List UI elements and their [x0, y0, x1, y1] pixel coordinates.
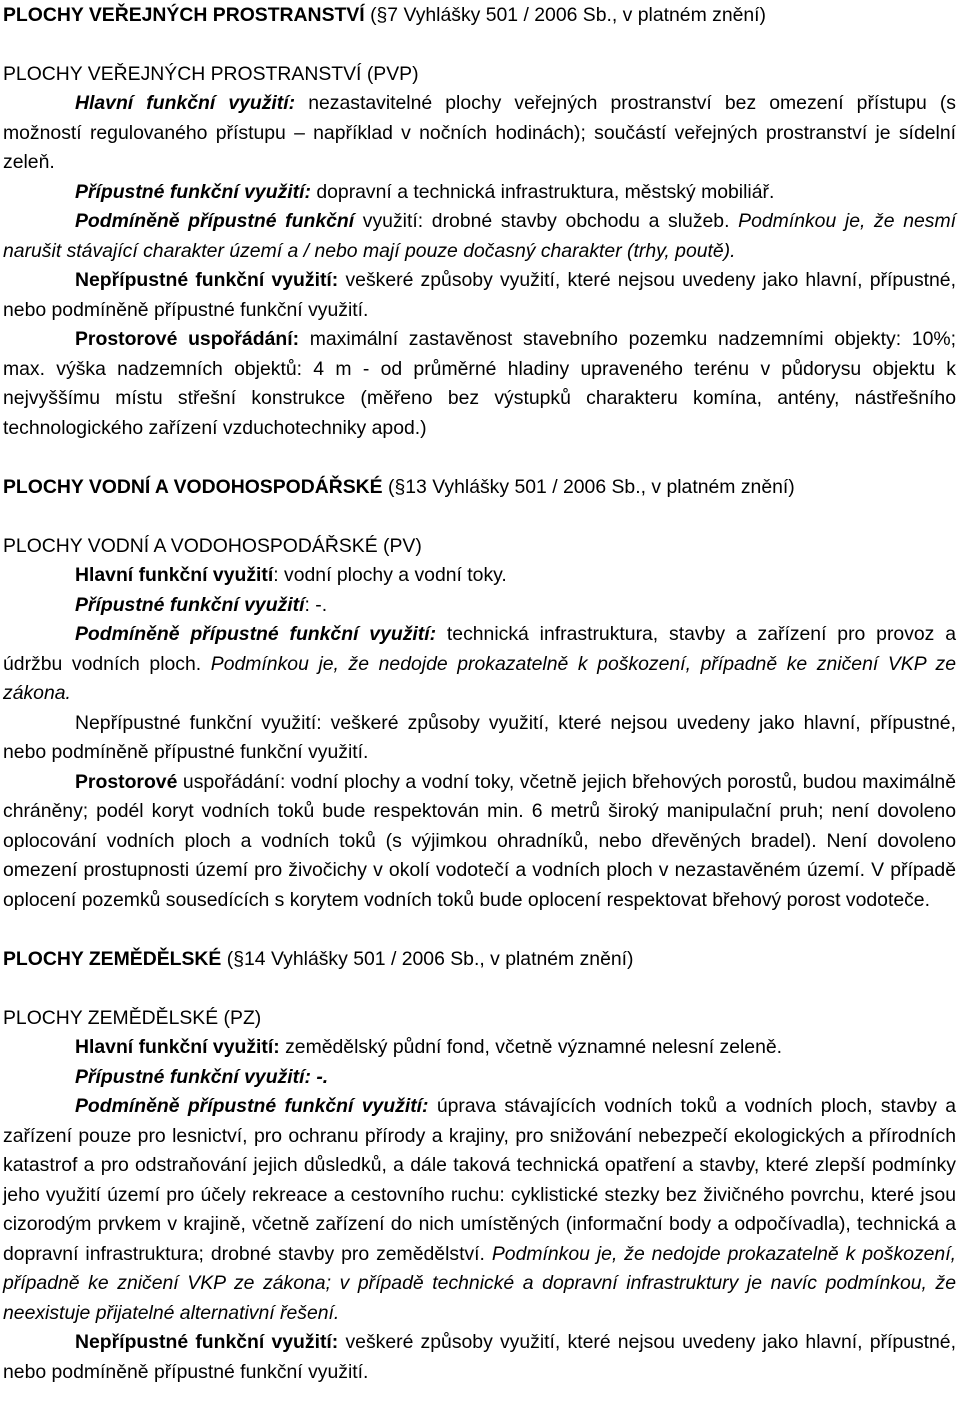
forbidden-use-text: veškeré způsoby využití, které nejsou uvedeny jako hlavní, přípustné, nebo podmíněně přípustné funkční využití. [3, 269, 956, 321]
section-title [3, 473, 956, 503]
spatial-arrangement-text: maximální zastavěnost stavebního pozemku nadzemními objekty: 10%; max. výška nadzemních objektů: 4 m - od průměrné hladiny upraveného terénu v půdorysu objektu k nejvyššímu místu střešní konstrukce (měřeno bez výstupků charakteru komína, antény, nástřešního technologického zařízení vzduchotechniky apod.) [3, 328, 956, 439]
forbidden-use-paragraph [3, 266, 956, 325]
main-use-text: nezastavitelné plochy veřejných prostranství bez omezení přístupu (s možností regulovaného přístupu – například v nočních hodinách); součástí veřejných prostranství je sídelní zeleň. [3, 92, 956, 173]
conditional-use-text: úprava stávajících vodních toků a vodních ploch, stavby a zařízení pouze pro lesnictví, pro ochranu přírody a krajiny, pro snižování nebezpečí ekologických a přírodních katastrof a pro odstraňování jejich důsledků, a dále taková technická opatření a stavby, které zlepší podmínky jeho využití území pro účely rekreace a cestovního ruchu: cyklistické stezky bez živičného povrchu, které jsou cizorodým prvkem v krajině, včetně zařízení do nich umístěných (informační body a odpočívadla), technická a dopravní infrastruktura; drobné stavby pro zemědělství. [3, 1095, 956, 1265]
main-use-paragraph [3, 89, 956, 178]
forbidden-use-paragraph [3, 709, 956, 768]
spatial-arrangement-paragraph [3, 325, 956, 443]
section-title-reference: (§14 Vyhlášky 501 / 2006 Sb. [226, 948, 480, 970]
section-verejna-prostranstvi [3, 1, 956, 443]
spatial-arrangement-label: Prostorové [75, 770, 178, 793]
conditional-use-paragraph [3, 620, 956, 709]
conditional-use-label: Podmíněně přípustné funkční využití: [75, 623, 437, 645]
forbidden-use-label: Nepřípustné funkční využití: [75, 269, 339, 291]
allowed-use-label: Přípustné funkční využití [75, 593, 305, 616]
main-use-text: zemědělský půdní fond, včetně významné nelesní zeleně. [279, 1036, 783, 1058]
section-title [3, 945, 956, 975]
spatial-arrangement-text: uspořádání: vodní plochy a vodní toky, včetně jejich břehových porostů, budou maximálně chráněny; podél koryt vodních toků bude respektován min. 6 metrů široký manipulační pruh; není dovoleno oplocování vodních ploch a vodních toků (s výjimkou ohradníků, nebo dřevěných bradel). Není dovoleno omezení prostupnosti území pro živočichy v okolí vodotečí a vodních ploch v nezastavěném území. V případě oplocení pozemků sousedících s korytem vodních toků bude oplocení respektovat břehový porost vodoteče. [3, 770, 956, 911]
section-title-suffix: , v platném znění) [479, 948, 634, 970]
allowed-use-paragraph [3, 591, 956, 621]
section-vodni-plochy [3, 473, 956, 915]
forbidden-use-text: veškeré způsoby využití, které nejsou uvedeny jako hlavní, přípustné, nebo podmíněně přípustné funkční využití. [3, 711, 956, 763]
spatial-arrangement-label: Prostorové uspořádání: [75, 328, 300, 350]
conditional-use-paragraph [3, 1092, 956, 1328]
conditional-use-note: Podmínkou je, že nedojde prokazatelně k poškození, případně ke zničení VKP ze zákona. [3, 652, 957, 704]
main-use-label: Hlavní funkční využití: [75, 1036, 280, 1058]
section-title-suffix: , v platném znění) [640, 476, 795, 498]
section-title-reference: (§13 Vyhlášky 501 / 2006 Sb. [388, 476, 641, 498]
conditional-use-note: Podmínkou je, že nedojde prokazatelně k poškození, případně ke zničení VKP ze zákona; v případě technické a dopravní infrastruktury je navíc podmínkou, že neexistuje přijatelné alternativní řešení. [3, 1242, 956, 1324]
main-use-paragraph [3, 561, 956, 591]
section-code-title: PLOCHY ZEMĚDĚLSKÉ (PZ) [3, 1006, 262, 1029]
section-title-suffix: , v platném znění) [611, 4, 767, 26]
allowed-use-paragraph [3, 1063, 956, 1093]
allowed-use-paragraph [3, 178, 956, 208]
section-zemedelske-plochy [3, 945, 956, 1387]
forbidden-use-label: Nepřípustné funkční využití: [75, 1331, 339, 1353]
main-use-text: : vodní plochy a vodní toky. [273, 564, 507, 586]
section-title-main: PLOCHY VEŘEJNÝCH PROSTRANSTVÍ [3, 4, 365, 26]
conditional-use-note: Podmínkou je, že nesmí narušit stávající charakter území a / nebo mají pouze dočasný charakter (trhy, poutě). [3, 210, 956, 262]
section-title [3, 1, 956, 31]
conditional-use-paragraph [3, 207, 956, 266]
allowed-use-label: Přípustné funkční využití: [75, 180, 311, 203]
section-title-main: PLOCHY VODNÍ A VODOHOSPODÁŘSKÉ [3, 476, 383, 498]
forbidden-use-label: Nepřípustné funkční využití: [75, 711, 322, 734]
forbidden-use-paragraph [3, 1328, 956, 1387]
allowed-use-text: dopravní a technická infrastruktura, městský mobiliář. [310, 180, 775, 203]
main-use-label: Hlavní funkční využití [75, 564, 274, 586]
conditional-use-text: technická infrastruktura, stavby a zařízení pro provoz a údržbu vodních ploch. [3, 623, 956, 675]
main-use-paragraph [3, 1033, 956, 1063]
section-title-main: PLOCHY ZEMĚDĚLSKÉ [3, 948, 222, 970]
section-code-title: PLOCHY VODNÍ A VODOHOSPODÁŘSKÉ (PV) [3, 534, 422, 557]
allowed-use-label: Přípustné funkční využití: -. [75, 1065, 329, 1088]
section-code-title: PLOCHY VEŘEJNÝCH PROSTRANSTVÍ (PVP) [3, 62, 419, 85]
main-use-label: Hlavní funkční využití: [75, 92, 296, 114]
spatial-arrangement-paragraph [3, 768, 956, 916]
allowed-use-text: : -. [304, 593, 328, 616]
conditional-use-label: Podmíněně přípustné funkční využití: [75, 1095, 429, 1117]
conditional-use-text: využití: drobné stavby obchodu a služeb. [354, 210, 739, 232]
forbidden-use-text: veškeré způsoby využití, které nejsou uvedeny jako hlavní, přípustné, nebo podmíněně přípustné funkční využití. [3, 1331, 956, 1383]
section-title-reference: (§7 Vyhlášky 501 / 2006 Sb. [370, 4, 612, 26]
conditional-use-label: Podmíněně přípustné funkční [75, 210, 355, 232]
